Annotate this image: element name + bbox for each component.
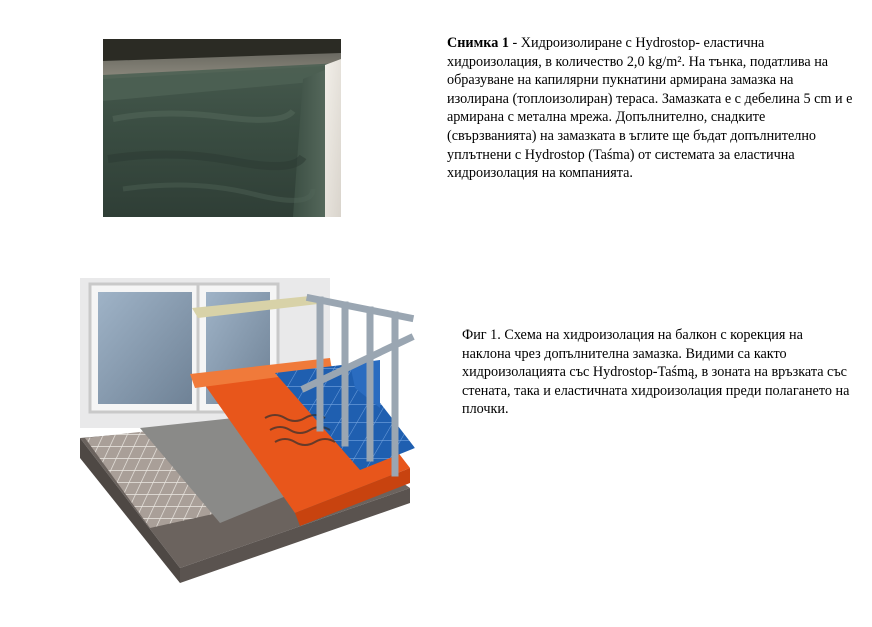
photo-caption-text: - Хидроизолиране с Hydrostop- еластична хидроизолация, в количество 2,0 kg/m². На тънка, податлива на образуване на капилярни пукнатини армирана замазка на изолирана (топлоизолиран) тераса. Замазката е с дебелина 5 cm и е армирана с метална мрежа. Допълнително, снадките (свързванията) на замазката в ъглите ще бъдат допълнително уплътнени с Hydrostop (Taśma) от системата за еластична хидроизолация на компанията. bbox=[447, 35, 853, 182]
terrace-waterproofing-photo bbox=[103, 39, 341, 217]
diagram-caption: Фиг 1. Схема на хидроизолация на балкон с корекция на наклона чрез допълнителна замазка. Видими са както хидроизолацията със Hydrostop-Taśmą, в зоната на връзката със стената, така и еластичната хидроизолация преди полагането на плочки. bbox=[462, 327, 850, 418]
photo-caption-label: Снимка 1 bbox=[447, 35, 509, 51]
balcony-waterproofing-diagram bbox=[80, 278, 420, 583]
window-glass bbox=[98, 292, 192, 404]
photo-caption bbox=[447, 34, 857, 183]
wall-corner bbox=[325, 59, 341, 217]
